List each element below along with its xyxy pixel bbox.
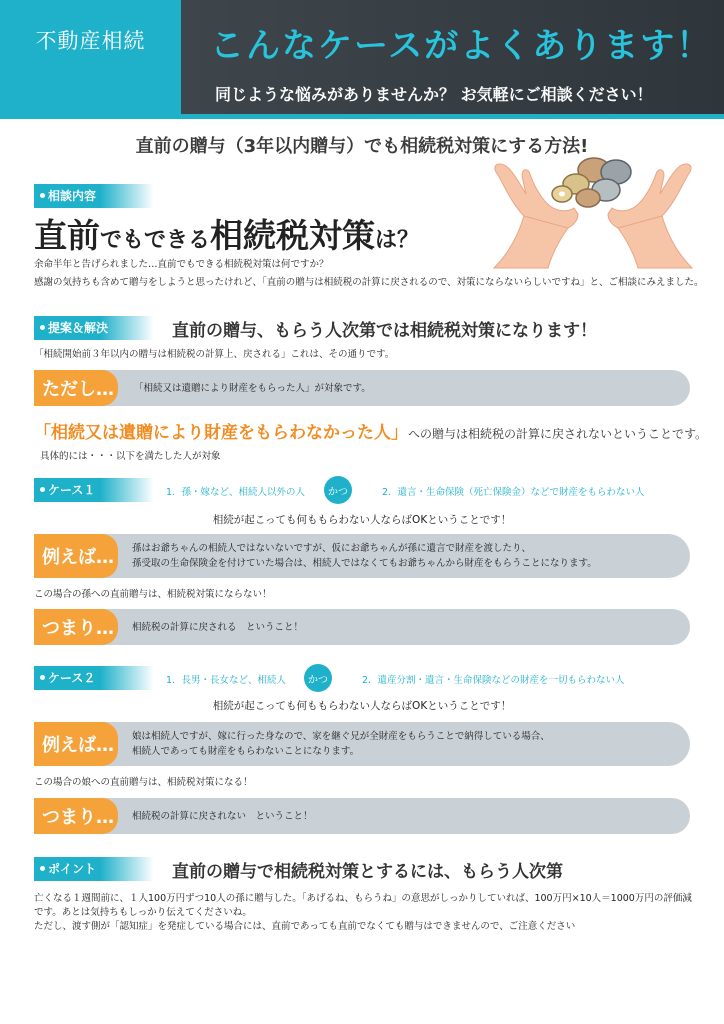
case1-ribbon [34, 478, 154, 502]
case2-example-line: 相続人であっても財産をもらわないことになります。 [132, 746, 360, 757]
header-divider [0, 114, 724, 119]
proposal-intro: 「相続開始前３年以内の贈与は相続税の計算上、戻される」これは、その通りです。 [34, 349, 395, 360]
detail-note: 具体的には・・・以下を満たした人が対象 [40, 451, 221, 462]
highlight-orange: 「相続又は遺贈により財産をもらわなかった人」 [34, 423, 408, 443]
consult-heading [34, 210, 419, 257]
tadashi-tag: ただし… [34, 370, 118, 406]
header-subtitle: 同じような悩みがありませんか？ お気軽にご相談ください！ [215, 85, 653, 104]
case1-conclusion: この場合の孫への直前贈与は、相続税対策にならない！ [34, 589, 272, 600]
case2-label: ケース２ [48, 671, 96, 685]
case1-item1: 1．孫・嫁など、相続人以外の人 [166, 487, 306, 498]
point-ribbon [34, 857, 154, 881]
ribbon-dot [40, 675, 45, 680]
case2-item1: 1．長男・長女など、相続人 [166, 675, 287, 686]
proposal-label: 提案＆解決 [48, 321, 109, 335]
proposal-ribbon [34, 316, 154, 340]
consult-heading-part: でもできる [100, 228, 211, 253]
consult-line: 感謝の気持ちも含めて贈与をしようと思ったけれど、「直前の贈与は相続税の計算に戻されるので、対策にならないらしいですね」と、ご相談にみえました。 [34, 277, 704, 288]
point-heading: 直前の贈与で相続税対策とするには、もらう人次第 [172, 862, 563, 882]
case2-example-tag: 例えば… [34, 722, 118, 766]
case2-tsumari-bar [34, 798, 690, 834]
page-header [0, 0, 724, 118]
category-label: 不動産相続 [0, 0, 181, 80]
case2-tsumari-text: 相続税の計算に戻されない ということ！ [132, 811, 313, 822]
case2-conclusion: この場合の娘への直前贈与は、相続税対策になる！ [34, 777, 253, 788]
case1-example-tag: 例えば… [34, 534, 118, 578]
proposal-heading: 直前の贈与、もらう人次第では相続税対策になります！ [172, 321, 597, 341]
point-line: です。あとは気持ちもしっかり伝えてくださいね。 [34, 907, 252, 918]
consult-heading-part: は？ [375, 228, 420, 253]
case1-item2: 2．遺言・生命保険（死亡保険金）などで財産をもらわない人 [382, 487, 645, 498]
case2-item2: 2．遺産分割・遺言・生命保険などの財産を一切もらわない人 [362, 675, 625, 686]
case1-tsumari-bar [34, 609, 690, 645]
tadashi-text: 「相続又は遺贈により財産をもらった人」が対象です。 [134, 383, 371, 394]
ribbon-dot [40, 866, 45, 871]
header-title: こんなケースがよくあります！ [210, 26, 713, 66]
ribbon-dot [40, 193, 45, 198]
case2-example-line: 娘は相続人ですが、嫁に行った身なので、家を継ぐ兄が全財産をもらうことで納得している場合、 [132, 731, 550, 742]
category-strip [0, 80, 181, 114]
consult-label: 相談内容 [48, 189, 97, 203]
highlight-rest: への贈与は相続税の計算に戻されないということです。 [408, 427, 708, 441]
case2-note: 相続が起こっても何ももらわない人ならばOKということです！ [212, 700, 512, 712]
page-title: 直前の贈与（3年以内贈与）でも相続税対策にする方法! [135, 136, 589, 157]
point-label: ポイント [48, 862, 97, 876]
tadashi-bar [34, 370, 690, 406]
case1-tsumari-text: 相続税の計算に戻される ということ！ [132, 622, 304, 633]
case1-label: ケース１ [48, 483, 96, 497]
case2-ribbon [34, 666, 154, 690]
case1-example-line: 孫受取の生命保険金を付けていた場合は、相続人ではなくてもお爺ちゃんから財産をもらうことになります。 [132, 558, 597, 569]
highlight-statement [34, 418, 707, 443]
ribbon-dot [40, 325, 45, 330]
coins-icon [552, 158, 631, 207]
consult-line: 余命半年と告げられました…直前でもできる相続税対策は何ですか？ [34, 259, 329, 270]
consult-heading-part: 相続税対策 [210, 216, 376, 255]
point-line: ただし、渡す側が「認知症」を発症している場合には、直前であっても直前でなくても贈与はできませんので、ご注意ください [34, 921, 576, 932]
case2-katsu-badge: かつ [304, 664, 332, 692]
case1-example-bar [34, 534, 690, 578]
case1-tsumari-tag: つまり… [34, 609, 118, 645]
consult-heading-part: 直前 [34, 216, 100, 255]
point-line: 亡くなる１週間前に、１人100万円ずつ10人の孫に贈与した。「あげるね、もらうね」の意思がしっかりしていれば、100万円×10人＝1000万円の評価減 [34, 893, 692, 904]
case1-note: 相続が起こっても何ももらわない人ならばOKということです！ [212, 514, 512, 526]
consult-ribbon [34, 184, 154, 208]
case2-tsumari-tag: つまり… [34, 798, 118, 834]
case1-katsu-badge: かつ [324, 476, 352, 504]
case2-example-bar [34, 722, 690, 766]
case1-example-line: 孫はお爺ちゃんの相続人ではないないですが、仮にお爺ちゃんが孫に遺言で財産を渡したり、 [132, 543, 532, 554]
ribbon-dot [40, 487, 45, 492]
hands-coins-illustration [488, 150, 698, 270]
